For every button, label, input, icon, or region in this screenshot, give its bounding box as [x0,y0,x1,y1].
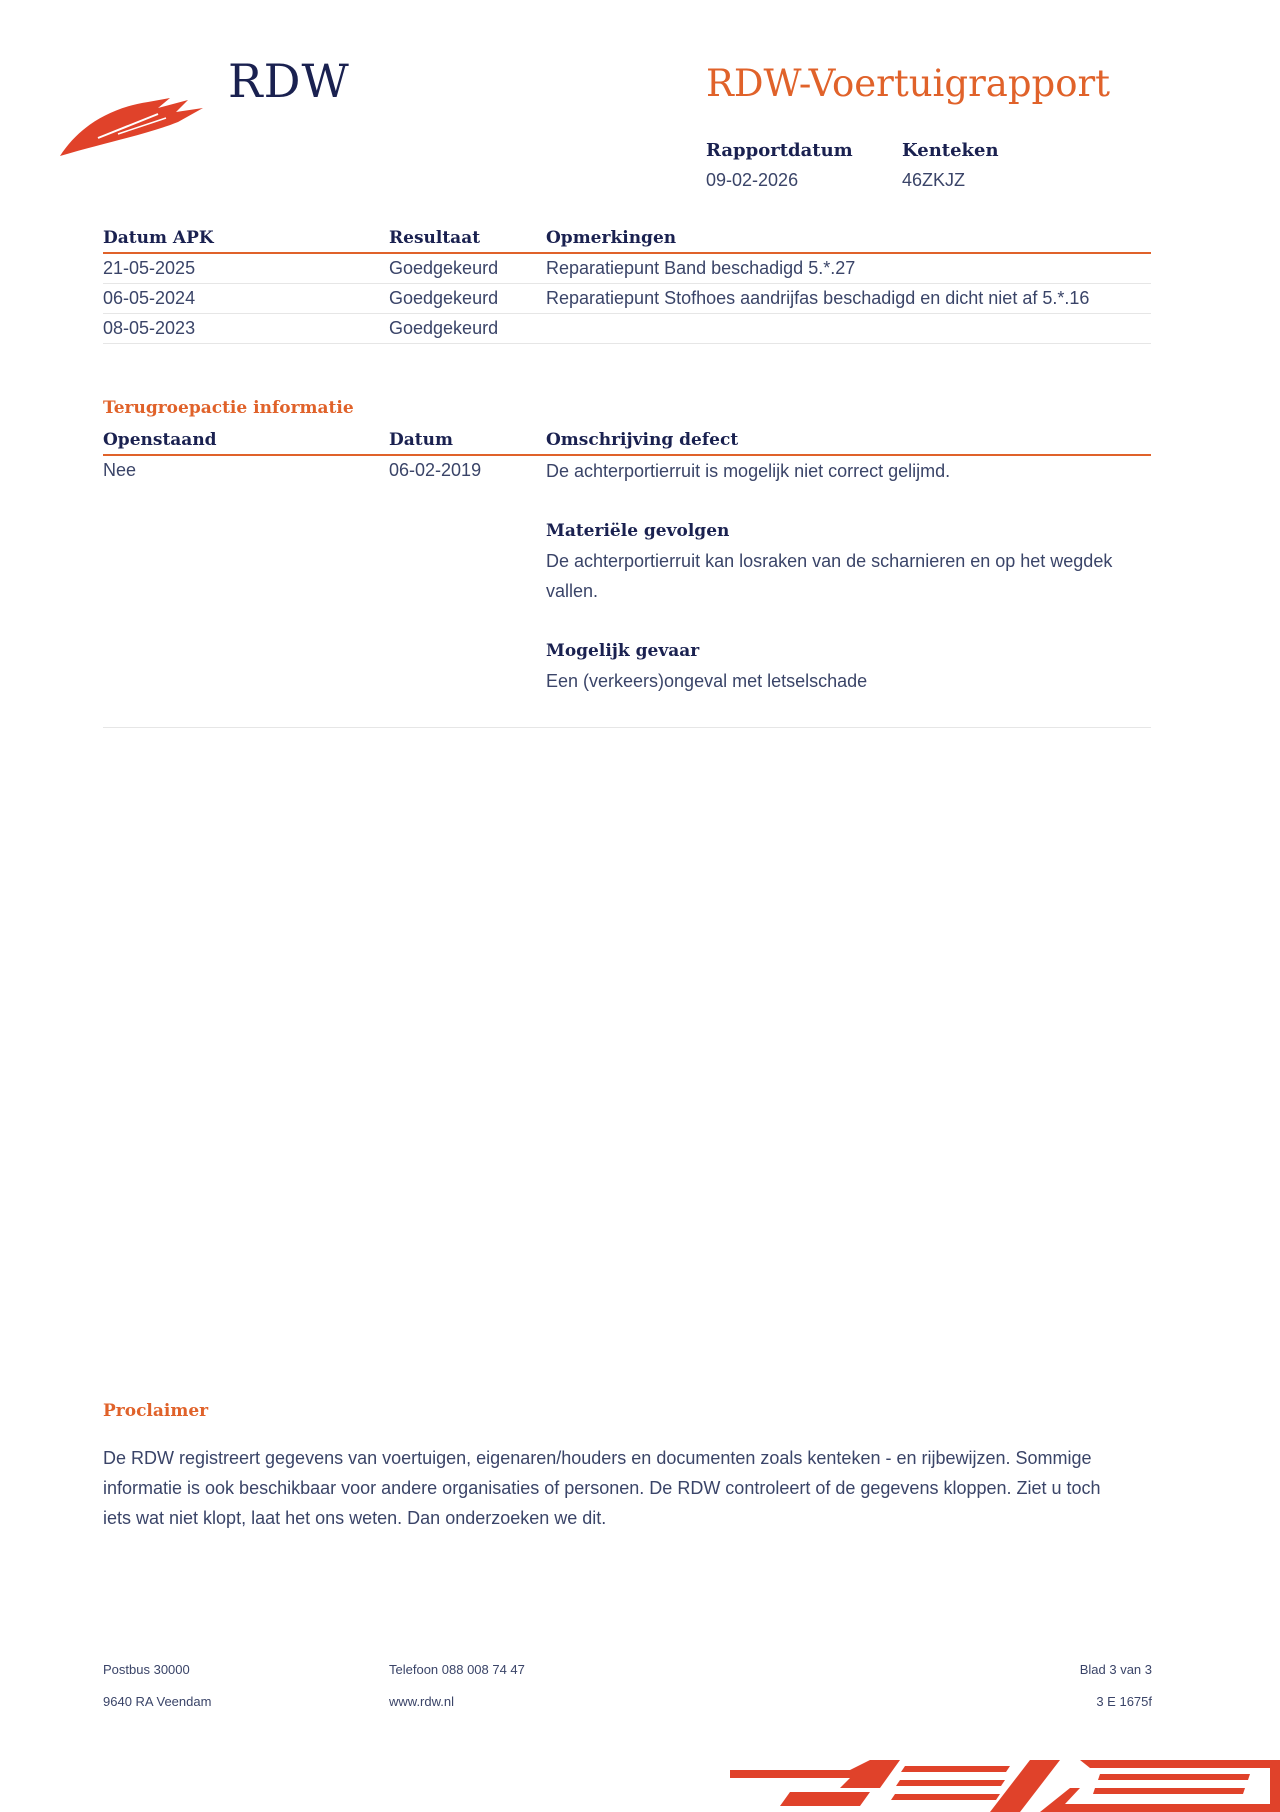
apk-result: Goedgekeurd [389,258,499,278]
column-header-result: Resultaat [389,228,481,248]
report-date-block [706,140,853,191]
danger-text: Een (verkeers)ongeval met letselschade [546,671,868,691]
recall-section-title: Terugroepactie informatie [103,398,354,418]
table-row [103,284,1151,314]
column-header-defect: Omschrijving defect [546,430,739,450]
rdw-feather-icon [58,78,208,158]
apk-date: 06-05-2024 [103,288,196,308]
apk-table-header [103,224,1151,254]
recall-description [546,456,1146,696]
footer-website: www.rdw.nl [389,1694,455,1709]
consequences-label: Materiële gevolgen [546,521,730,541]
apk-date: 08-05-2023 [103,318,196,338]
recall-defect: De achterportierruit is mogelijk niet correct gelijmd. [546,461,951,481]
table-row [103,254,1151,284]
recall-date: 06-02-2019 [389,460,482,480]
apk-result: Goedgekeurd [389,288,499,308]
plate-value: 46ZKJZ [902,170,966,190]
footer-phone: Telefoon 088 008 74 47 [389,1662,525,1677]
decorative-stripes [730,1758,1280,1812]
logo-text: RDW [228,54,350,108]
plate-label: Kenteken [902,140,999,161]
footer-page-number: Blad 3 van 3 [1079,1662,1152,1677]
danger-label: Mogelijk gevaar [546,641,700,661]
footer-address-line2: 9640 RA Veendam [103,1694,212,1709]
apk-table [103,224,1151,344]
table-row [103,456,1151,728]
apk-date: 21-05-2025 [103,258,196,278]
recall-table-header [103,426,1151,456]
page-title: RDW-Voertuigrapport [706,62,1111,105]
recall-open: Nee [103,460,137,480]
rdw-logo [58,48,358,168]
column-header-date: Datum APK [103,228,214,248]
proclaimer-text: De RDW registreert gegevens van voertuigen, eigenaren/houders en documenten zoals kenteken - en rijbewijzen. Sommige informatie is ook beschikbaar voor andere organisaties of personen. De RDW controleert of de gegevens kloppen. Ziet u toch iets wat niet klopt, laat het ons weten. Dan onderzoeken we dit. [103,1448,1101,1528]
apk-remarks: Reparatiepunt Stofhoes aandrijfas beschadigd en dicht niet af 5.*.16 [546,288,1090,308]
column-header-open: Openstaand [103,430,217,450]
plate-block [902,140,999,191]
table-row [103,314,1151,344]
report-date-value: 09-02-2026 [706,170,799,190]
column-header-date: Datum [389,430,453,450]
apk-result: Goedgekeurd [389,318,499,338]
consequences-text: De achterportierruit kan losraken van de scharnieren en op het wegdek vallen. [546,551,1113,601]
apk-remarks: Reparatiepunt Band beschadigd 5.*.27 [546,258,856,278]
footer-document-code: 3 E 1675f [1096,1694,1152,1709]
footer-address-line1: Postbus 30000 [103,1662,190,1677]
column-header-remarks: Opmerkingen [546,228,677,248]
report-date-label: Rapportdatum [706,140,853,161]
proclaimer-title: Proclaimer [103,1401,209,1421]
recall-table [103,426,1151,728]
